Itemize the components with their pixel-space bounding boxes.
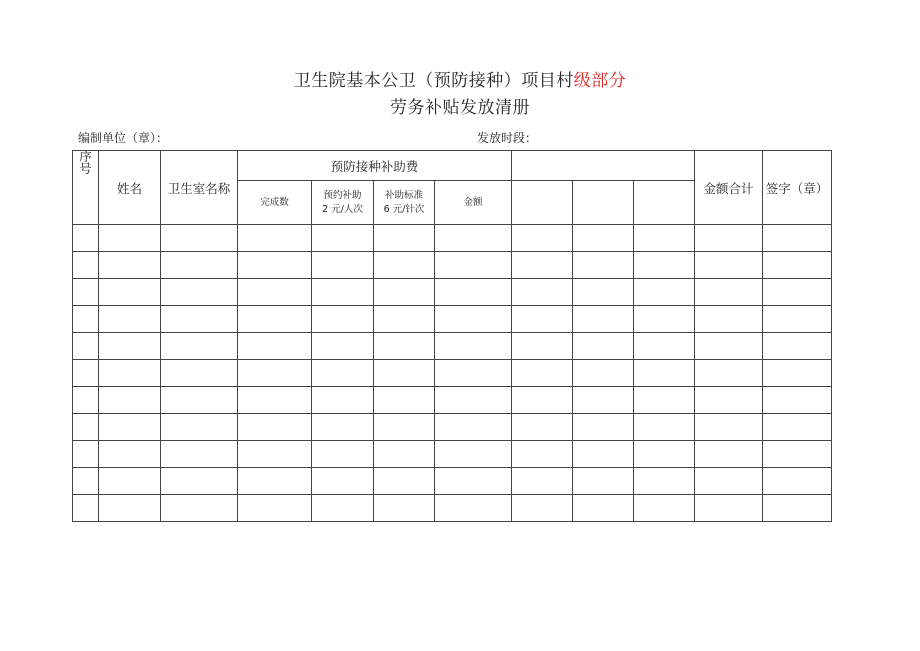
table-cell (634, 306, 695, 333)
table-cell (99, 225, 161, 252)
table-cell (695, 414, 763, 441)
table-cell (161, 225, 238, 252)
title-highlight-text: 级部分 (573, 71, 627, 91)
table-cell (99, 414, 161, 441)
table-cell (312, 225, 374, 252)
table-cell (161, 360, 238, 387)
table-cell (99, 306, 161, 333)
table-cell (763, 468, 832, 495)
table-cell (573, 279, 634, 306)
table-cell (238, 441, 312, 468)
table-cell (99, 468, 161, 495)
table-cell (73, 360, 99, 387)
table-cell (512, 414, 573, 441)
table-cell (435, 495, 512, 522)
table-cell (695, 387, 763, 414)
header-blank-1 (512, 181, 573, 225)
standard-unit: 元/针次 (392, 203, 425, 215)
appointment-unit: 元/人次 (331, 203, 363, 215)
appointment-subsidy-label: 预约补助 (323, 189, 362, 201)
table-cell (695, 252, 763, 279)
table-cell (238, 279, 312, 306)
table-cell (73, 441, 99, 468)
table-row (73, 414, 832, 441)
table-cell (312, 387, 374, 414)
table-cell (374, 306, 435, 333)
table-cell (435, 225, 512, 252)
table-cell (161, 468, 238, 495)
table-cell (238, 360, 312, 387)
table-cell (99, 333, 161, 360)
table-row (73, 306, 832, 333)
table-cell (763, 414, 832, 441)
table-cell (763, 441, 832, 468)
document-title-line2: 劳务补贴发放清册 (390, 98, 530, 118)
table-cell (312, 495, 374, 522)
table-cell (312, 360, 374, 387)
table-cell (573, 414, 634, 441)
compiling-unit-label: 编制单位（章）： (78, 131, 169, 145)
header-row-1 (73, 151, 832, 181)
table-cell (374, 252, 435, 279)
table-cell (512, 495, 573, 522)
table-cell (312, 252, 374, 279)
table-cell (573, 495, 634, 522)
table-cell (435, 306, 512, 333)
table-cell (634, 441, 695, 468)
table-cell (238, 306, 312, 333)
table-cell (573, 252, 634, 279)
subsidy-table (72, 150, 832, 522)
table-cell (374, 360, 435, 387)
table-cell (763, 252, 832, 279)
table-cell (512, 252, 573, 279)
header-clinic-name: 卫生室名称 (161, 151, 238, 225)
table-row (73, 252, 832, 279)
table-cell (238, 333, 312, 360)
table-cell (73, 279, 99, 306)
table-cell (634, 468, 695, 495)
table-cell (435, 252, 512, 279)
header-vaccination-subsidy: 预防接种补助费 (238, 151, 512, 181)
header-blank-group (512, 151, 695, 181)
table-cell (573, 387, 634, 414)
header-appointment-subsidy (312, 181, 374, 225)
payment-period-label: 发放时段： (477, 131, 538, 145)
table-cell (695, 468, 763, 495)
table-cell (512, 333, 573, 360)
table-cell (435, 333, 512, 360)
table-cell (695, 225, 763, 252)
document-title-line1 (0, 66, 920, 91)
subsidy-standard-label: 补助标准 (384, 189, 423, 201)
table-cell (312, 279, 374, 306)
table-cell (435, 387, 512, 414)
table-cell (374, 279, 435, 306)
header-index (73, 151, 99, 225)
table-cell (238, 414, 312, 441)
standard-rate: 6 (383, 203, 390, 215)
table-cell (99, 495, 161, 522)
table-cell (73, 468, 99, 495)
table-cell (73, 333, 99, 360)
table-cell (435, 360, 512, 387)
table-cell (634, 252, 695, 279)
header-blank-2 (573, 181, 634, 225)
table-cell (374, 414, 435, 441)
table-cell (374, 468, 435, 495)
header-subsidy-standard (374, 181, 435, 225)
header-amount: 金额 (435, 181, 512, 225)
table-cell (161, 387, 238, 414)
table-cell (73, 225, 99, 252)
table-cell (161, 306, 238, 333)
table-cell (312, 468, 374, 495)
table-cell (238, 252, 312, 279)
table-cell (573, 360, 634, 387)
appointment-rate: 2 (322, 203, 329, 215)
table-cell (435, 468, 512, 495)
table-cell (512, 279, 573, 306)
header-index-char1: 序 (79, 149, 92, 164)
table-cell (512, 306, 573, 333)
table-cell (73, 387, 99, 414)
table-cell (374, 333, 435, 360)
table-row (73, 441, 832, 468)
table-cell (763, 306, 832, 333)
table-cell (99, 387, 161, 414)
table-row (73, 495, 832, 522)
table-cell (763, 360, 832, 387)
table-cell (161, 414, 238, 441)
table-row (73, 333, 832, 360)
table-cell (374, 225, 435, 252)
table-cell (161, 495, 238, 522)
table-cell (695, 306, 763, 333)
table-cell (374, 387, 435, 414)
table-cell (695, 279, 763, 306)
table-row (73, 225, 832, 252)
table-cell (573, 306, 634, 333)
table-cell (99, 441, 161, 468)
table-cell (238, 225, 312, 252)
table-cell (512, 441, 573, 468)
header-index-char2: 号 (79, 161, 92, 176)
table-cell (763, 333, 832, 360)
title-main-text: 卫生院基本公卫（预防接种）项目村 (293, 71, 574, 91)
table-cell (695, 495, 763, 522)
table-cell (634, 495, 695, 522)
table-cell (435, 414, 512, 441)
table-cell (763, 495, 832, 522)
table-cell (634, 333, 695, 360)
table-cell (161, 441, 238, 468)
table-cell (73, 306, 99, 333)
table-cell (73, 414, 99, 441)
table-cell (763, 387, 832, 414)
table-cell (573, 441, 634, 468)
table-cell (634, 387, 695, 414)
table-cell (695, 360, 763, 387)
table-cell (435, 441, 512, 468)
table-cell (695, 441, 763, 468)
table-cell (435, 279, 512, 306)
table-cell (99, 279, 161, 306)
table-cell (99, 360, 161, 387)
table-cell (573, 468, 634, 495)
table-cell (512, 225, 573, 252)
header-blank-3 (634, 181, 695, 225)
table-cell (73, 252, 99, 279)
table-cell (238, 468, 312, 495)
header-total-amount: 金额合计 (695, 151, 763, 225)
table-cell (512, 360, 573, 387)
table-cell (99, 252, 161, 279)
table-cell (238, 387, 312, 414)
header-name: 姓名 (99, 151, 161, 225)
table-row (73, 360, 832, 387)
table-cell (374, 441, 435, 468)
table-cell (312, 333, 374, 360)
table-cell (512, 468, 573, 495)
table-cell (161, 279, 238, 306)
header-signature: 签字（章） (763, 151, 832, 225)
table-cell (763, 225, 832, 252)
table-cell (73, 495, 99, 522)
table-cell (634, 414, 695, 441)
table-cell (312, 441, 374, 468)
table-cell (312, 306, 374, 333)
table-cell (374, 495, 435, 522)
table-cell (573, 333, 634, 360)
table-cell (161, 333, 238, 360)
table-cell (763, 279, 832, 306)
table-row (73, 387, 832, 414)
table-cell (161, 252, 238, 279)
table-cell (238, 495, 312, 522)
table-cell (312, 414, 374, 441)
table-row (73, 468, 832, 495)
table-cell (634, 279, 695, 306)
table-cell (573, 225, 634, 252)
header-completed-count: 完成数 (238, 181, 312, 225)
table-cell (634, 360, 695, 387)
table-cell (512, 387, 573, 414)
table-cell (695, 333, 763, 360)
table-cell (634, 225, 695, 252)
table-row (73, 279, 832, 306)
